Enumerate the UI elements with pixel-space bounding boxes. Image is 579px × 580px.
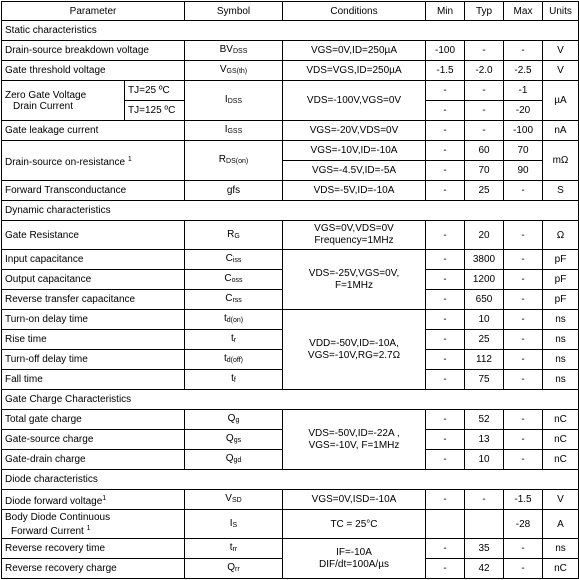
max-cell: -100 — [504, 121, 543, 141]
min-cell: - — [426, 270, 465, 290]
param-cell: Total gate charge — [2, 410, 185, 430]
condition-cell: VDS=-50V,ID=-22A , VGS=-10V, F=1MHz — [283, 410, 426, 470]
param-cell: Gate-drain charge — [2, 450, 185, 470]
typ-cell: 70 — [465, 161, 504, 181]
max-cell: - — [504, 250, 543, 270]
symbol-cell: td(off) — [185, 350, 283, 370]
typ-cell: 52 — [465, 410, 504, 430]
unit-cell: S — [543, 181, 579, 201]
symbol-cell: Qg — [185, 410, 283, 430]
min-cell: - — [426, 490, 465, 510]
param-cell: Rise time — [2, 330, 185, 350]
table-row — [2, 181, 579, 201]
symbol-cell: Coss — [185, 270, 283, 290]
max-cell: 90 — [504, 161, 543, 181]
min-cell: - — [426, 101, 465, 121]
table-row — [2, 539, 579, 559]
symbol-cell: Crss — [185, 290, 283, 310]
max-cell: - — [504, 310, 543, 330]
max-cell: -1 — [504, 81, 543, 101]
typ-cell: 25 — [465, 181, 504, 201]
typ-cell: - — [465, 121, 504, 141]
tj-cell: TJ=125 ºC — [125, 101, 185, 121]
symbol-cell: RDS(on) — [185, 141, 283, 181]
section-diode — [2, 470, 579, 490]
section-title: Static characteristics — [2, 21, 579, 41]
typ-cell: 20 — [465, 221, 504, 250]
typ-cell: -2.0 — [465, 61, 504, 81]
symbol-cell: trr — [185, 539, 283, 559]
typ-cell: - — [465, 101, 504, 121]
max-cell: - — [504, 539, 543, 559]
typ-cell: 650 — [465, 290, 504, 310]
symbol-cell: tr — [185, 330, 283, 350]
condition-cell: VDS=-5V,ID=-10A — [283, 181, 426, 201]
unit-cell: nC — [543, 430, 579, 450]
min-cell: - — [426, 310, 465, 330]
max-cell: - — [504, 270, 543, 290]
symbol-cell: Ciss — [185, 250, 283, 270]
min-cell: - — [426, 430, 465, 450]
param-cell: Diode forward voltage$^1$ — [2, 490, 185, 510]
max-cell: - — [504, 221, 543, 250]
min-cell: - — [426, 250, 465, 270]
unit-cell: mΩ — [543, 141, 579, 181]
unit-cell: nC — [543, 410, 579, 430]
typ-cell: 75 — [465, 370, 504, 390]
unit-cell: ns — [543, 539, 579, 559]
symbol-cell: VSD — [185, 490, 283, 510]
symbol-cell: gfs — [185, 181, 283, 201]
min-cell: - — [426, 539, 465, 559]
param-cell: Body Diode Continuous Forward Current $^1$ — [2, 510, 185, 539]
max-cell: - — [504, 370, 543, 390]
unit-cell: ns — [543, 310, 579, 330]
condition-cell: VGS=-10V,ID=-10A — [283, 141, 426, 161]
condition-cell: VGS=-4.5V,ID=-5A — [283, 161, 426, 181]
unit-cell: ns — [543, 330, 579, 350]
symbol-cell: Qgs — [185, 430, 283, 450]
table-row — [2, 250, 579, 270]
param-line: Drain Current — [13, 100, 74, 112]
max-cell: - — [504, 450, 543, 470]
symbol-cell: BVDSS — [185, 41, 283, 61]
table-row — [2, 510, 579, 539]
min-cell: -1.5 — [426, 61, 465, 81]
typ-cell: 25 — [465, 330, 504, 350]
table-row — [2, 221, 579, 250]
unit-cell: nC — [543, 450, 579, 470]
typ-cell — [465, 510, 504, 539]
max-cell: - — [504, 41, 543, 61]
unit-cell: nC — [543, 559, 579, 579]
typ-cell: 3800 — [465, 250, 504, 270]
section-title: Dynamic characteristics — [2, 201, 579, 221]
symbol-cell: Qrr — [185, 559, 283, 579]
header-typ: Typ — [465, 2, 504, 21]
param-cell: Drain-source on-resistance $^1$ — [2, 141, 185, 181]
min-cell: - — [426, 410, 465, 430]
min-cell: - — [426, 370, 465, 390]
condition-cell: VGS=0V,ISD=-10A — [283, 490, 426, 510]
header-min: Min — [426, 2, 465, 21]
table-row — [2, 121, 579, 141]
param-cell: Fall time — [2, 370, 185, 390]
min-cell: - — [426, 450, 465, 470]
max-cell: - — [504, 350, 543, 370]
min-cell: - — [426, 559, 465, 579]
header-max: Max — [504, 2, 543, 21]
min-cell: - — [426, 141, 465, 161]
table-row — [2, 81, 579, 101]
min-cell: - — [426, 221, 465, 250]
max-cell: 70 — [504, 141, 543, 161]
unit-cell: V — [543, 490, 579, 510]
max-cell: - — [504, 430, 543, 450]
table-row — [2, 41, 579, 61]
section-gate-charge — [2, 390, 579, 410]
table-row — [2, 310, 579, 330]
symbol-cell: IS — [185, 510, 283, 539]
param-line: Zero Gate Voltage — [5, 89, 87, 101]
symbol-cell: td(on) — [185, 310, 283, 330]
param-cell: Reverse transfer capacitance — [2, 290, 185, 310]
symbol-cell: RG — [185, 221, 283, 250]
section-title: Diode characteristics — [2, 470, 579, 490]
header-symbol: Symbol — [185, 2, 283, 21]
param-cell: Turn-off delay time — [2, 350, 185, 370]
condition-cell: TC = 25°C — [283, 510, 426, 539]
max-cell: -1.5 — [504, 490, 543, 510]
max-cell: -28 — [504, 510, 543, 539]
symbol-cell: Qgd — [185, 450, 283, 470]
unit-cell: pF — [543, 250, 579, 270]
condition-cell: VGS=-20V,VDS=0V — [283, 121, 426, 141]
typ-cell: 112 — [465, 350, 504, 370]
unit-cell: Ω — [543, 221, 579, 250]
min-cell: - — [426, 350, 465, 370]
min-cell: - — [426, 290, 465, 310]
min-cell: -100 — [426, 41, 465, 61]
condition-cell: VGS=0V,VDS=0V Frequency=1MHz — [283, 221, 426, 250]
unit-cell: A — [543, 510, 579, 539]
section-static — [2, 21, 579, 41]
min-cell: - — [426, 81, 465, 101]
unit-cell: V — [543, 41, 579, 61]
header-conditions: Conditions — [283, 2, 426, 21]
unit-cell: ns — [543, 350, 579, 370]
tj-cell: TJ=25 ºC — [125, 81, 185, 101]
param-cell: Input capacitance — [2, 250, 185, 270]
param-cell: Output capacitance — [2, 270, 185, 290]
param-cell: Gate-source charge — [2, 430, 185, 450]
unit-cell: pF — [543, 270, 579, 290]
symbol-cell: tf — [185, 370, 283, 390]
param-cell: Reverse recovery time — [2, 539, 185, 559]
param-cell: Turn-on delay time — [2, 310, 185, 330]
typ-cell: 10 — [465, 310, 504, 330]
table-row — [2, 490, 579, 510]
unit-cell: nA — [543, 121, 579, 141]
typ-cell: - — [465, 490, 504, 510]
table-row — [2, 141, 579, 161]
param-cell: Gate threshold voltage — [2, 61, 185, 81]
unit-cell: V — [543, 61, 579, 81]
characteristics-table — [1, 1, 579, 579]
header-parameter: Parameter — [2, 2, 185, 21]
param-cell: Reverse recovery charge — [2, 559, 185, 579]
param-cell: Gate Resistance — [2, 221, 185, 250]
param-cell: Drain-source breakdown voltage — [2, 41, 185, 61]
table-row — [2, 61, 579, 81]
min-cell: - — [426, 121, 465, 141]
condition-cell: VGS=0V,ID=250µA — [283, 41, 426, 61]
condition-cell: VDS=VGS,ID=250µA — [283, 61, 426, 81]
min-cell: - — [426, 181, 465, 201]
condition-cell: IF=-10A DIF/dt=100A/µs — [283, 539, 426, 579]
min-cell: - — [426, 330, 465, 350]
max-cell: -2.5 — [504, 61, 543, 81]
param-cell: Forward Transconductance — [2, 181, 185, 201]
symbol-cell: IGSS — [185, 121, 283, 141]
max-cell: - — [504, 290, 543, 310]
typ-cell: 10 — [465, 450, 504, 470]
param-cell: Gate leakage current — [2, 121, 185, 141]
section-dynamic — [2, 201, 579, 221]
table-row — [2, 410, 579, 430]
typ-cell: 60 — [465, 141, 504, 161]
unit-cell: ns — [543, 370, 579, 390]
condition-cell: VDS=-25V,VGS=0V, F=1MHz — [283, 250, 426, 310]
condition-cell: VDS=-100V,VGS=0V — [283, 81, 426, 121]
typ-cell: - — [465, 41, 504, 61]
header-units: Units — [543, 2, 579, 21]
typ-cell: 42 — [465, 559, 504, 579]
typ-cell: 1200 — [465, 270, 504, 290]
section-title: Gate Charge Characteristics — [2, 390, 579, 410]
unit-cell: µA — [543, 81, 579, 121]
unit-cell: pF — [543, 290, 579, 310]
max-cell: - — [504, 559, 543, 579]
typ-cell: 13 — [465, 430, 504, 450]
param-cell — [2, 81, 125, 121]
max-cell: - — [504, 181, 543, 201]
min-cell: - — [426, 161, 465, 181]
max-cell: -20 — [504, 101, 543, 121]
max-cell: - — [504, 330, 543, 350]
symbol-cell: IDSS — [185, 81, 283, 121]
condition-cell: VDD=-50V,ID=-10A, VGS=-10V,RG=2.7Ω — [283, 310, 426, 390]
typ-cell: 35 — [465, 539, 504, 559]
max-cell: - — [504, 410, 543, 430]
header-row — [2, 2, 579, 21]
symbol-cell: VGS(th) — [185, 61, 283, 81]
typ-cell: - — [465, 81, 504, 101]
min-cell — [426, 510, 465, 539]
